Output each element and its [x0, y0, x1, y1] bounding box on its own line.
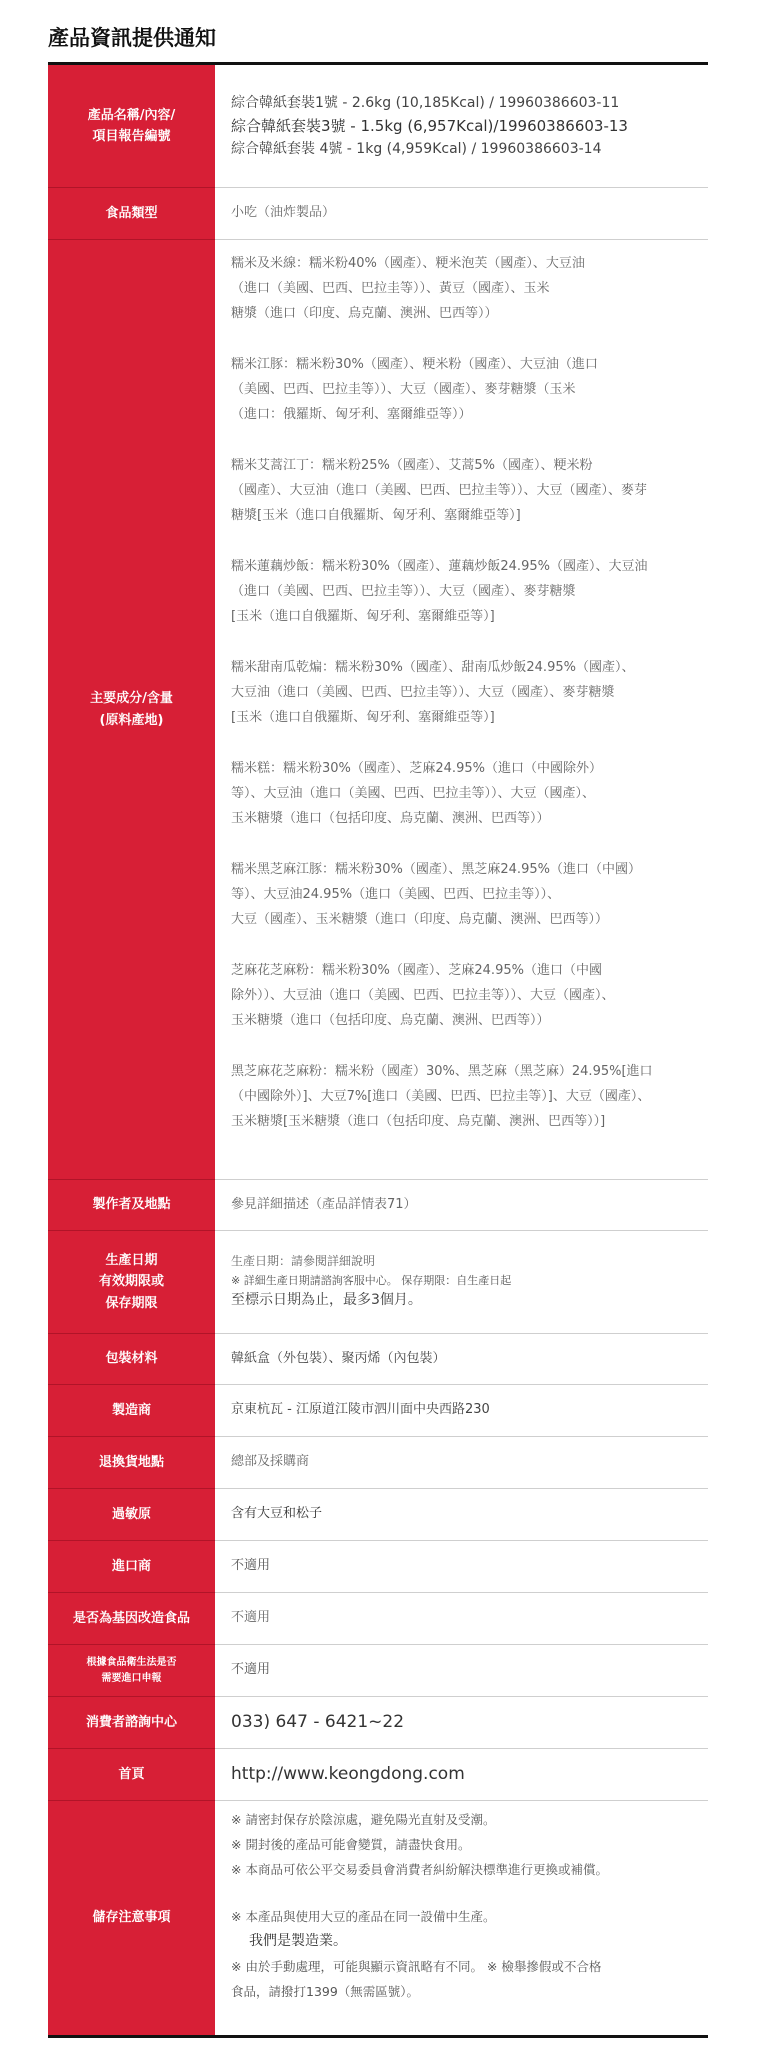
label-consumer-center: 消費者諮詢中心	[48, 1697, 215, 1749]
label-packaging: 包裝材料	[48, 1334, 215, 1385]
value-gmo: 不適用	[215, 1593, 708, 1645]
row-consumer-center	[48, 1697, 708, 1749]
label-gmo: 是否為基因改造食品	[48, 1593, 215, 1645]
label-homepage: 首頁	[48, 1749, 215, 1801]
value-storage: ※ 請密封保存於陰涼處，避免陽光直射及受潮。 ※ 開封後的產品可能會變質，請盡快食用。 ※ 本商品可依公平交易委員會消費者糾紛解決標準進行更換或補償。 ※ 本產品與使用大豆的產品在同一設備中生產。 我們是製造業。 ※ 由於手動處理，可能與顯示資訊略有不同。 ※ 檢舉摻假或不合格 食品，請撥打1399（無需區號）。	[231, 1812, 608, 1999]
row-product-name	[48, 65, 708, 188]
ingredient-paragraph: 糯米黑芝麻江豚：糯米粉30%（國產）、黑芝麻24.95%（進口（中國） 等）、大豆油24.95%（進口（美國、巴西、巴拉圭等））、 大豆（國產）、玉米糖漿（進口（印度、烏克蘭、澳洲、巴西等））	[231, 862, 641, 927]
page-title: 產品資訊提供通知	[48, 26, 216, 50]
product-line: 綜合韓紙套裝3號 - 1.5kg (6,957Kcal)/19960386603-13	[231, 117, 628, 135]
bottom-divider	[48, 2035, 708, 2038]
ingredient-paragraph: 芝麻花芝麻粉：糯米粉30%（國產）、芝麻24.95%（進口（中國 除外））、大豆油（進口（美國、巴西、巴拉圭等））、大豆（國產）、 玉米糖漿（進口（包括印度、烏克蘭、澳洲、巴西等））	[231, 963, 615, 1028]
ingredient-paragraph: 糯米艾蒿江丁：糯米粉25%（國產）、艾蒿5%（國產）、粳米粉 （國產）、大豆油（進口（美國、巴西、巴拉圭等））、大豆（國產）、麥芽 糖漿[玉米（進口自俄羅斯、匈牙利、塞爾維亞等）]	[231, 458, 648, 523]
value-maker: 參見詳細描述（產品詳情表71）	[215, 1180, 708, 1231]
value-packaging: 韓紙盒（外包裝）、聚丙烯（內包裝）	[215, 1334, 708, 1385]
homepage-link[interactable]: http://www.keongdong.com	[231, 1763, 465, 1784]
value-product-name	[215, 65, 708, 188]
product-line: 綜合韓紙套裝 4號 - 1kg (4,959Kcal) / 19960386603-14	[231, 141, 602, 157]
value-consumer-center: 033) 647 - 6421~22	[215, 1697, 708, 1749]
label-maker: 製作者及地點	[48, 1180, 215, 1231]
row-dates	[48, 1231, 708, 1334]
row-food-type	[48, 188, 708, 240]
ingredient-paragraph: 糯米江豚：糯米粉30%（國產）、粳米粉（國產）、大豆油（進口 （美國、巴西、巴拉圭等））、大豆（國產）、麥芽糖漿（玉米 （進口：俄羅斯、匈牙利、塞爾維亞等））	[231, 357, 598, 422]
label-product-name: 產品名稱/內容/ 項目報告編號	[48, 65, 215, 188]
label-import-report: 根據食品衛生法是否 需要進口申報	[48, 1645, 215, 1697]
value-manufacturer: 京東杭瓦 - 江原道江陵市泗川面中央西路230	[215, 1385, 708, 1437]
row-ingredients	[48, 240, 708, 1180]
row-import-report	[48, 1645, 708, 1697]
row-importer	[48, 1541, 708, 1593]
row-storage	[48, 1801, 708, 2035]
value-dates: 生產日期：請參閱詳細說明 ※ 詳細生產日期請諮詢客服中心。 保存期限：自生產日起 至標示日期為止，最多3個月。	[215, 1231, 708, 1334]
row-return	[48, 1437, 708, 1489]
row-gmo	[48, 1593, 708, 1645]
value-import-report: 不適用	[215, 1645, 708, 1697]
label-food-type: 食品類型	[48, 188, 215, 240]
ingredient-paragraph: 糯米甜南瓜乾煸：糯米粉30%（國產）、甜南瓜炒飯24.95%（國產）、 大豆油（進口（美國、巴西、巴拉圭等））、大豆（國產）、麥芽糖漿 [玉米（進口自俄羅斯、匈牙利、塞爾維亞等）]	[231, 660, 635, 725]
row-allergy	[48, 1489, 708, 1541]
ingredient-paragraph: 糯米糕：糯米粉30%（國產）、芝麻24.95%（進口（中國除外） 等）、大豆油（進口（美國、巴西、巴拉圭等））、大豆（國產）、 玉米糖漿（進口（包括印度、烏克蘭、澳洲、巴西等））	[231, 761, 602, 826]
label-importer: 進口商	[48, 1541, 215, 1593]
label-ingredients: 主要成分/含量 (原料產地)	[48, 240, 215, 1180]
label-return: 退換貨地點	[48, 1437, 215, 1489]
row-homepage	[48, 1749, 708, 1801]
label-storage: 儲存注意事項	[48, 1801, 215, 2035]
row-maker	[48, 1180, 708, 1231]
label-dates: 生產日期 有效期限或 保存期限	[48, 1231, 215, 1334]
label-allergy: 過敏原	[48, 1489, 215, 1541]
value-ingredients	[215, 240, 708, 1180]
value-allergy: 含有大豆和松子	[215, 1489, 708, 1541]
value-return: 總部及採購商	[215, 1437, 708, 1489]
ingredient-paragraph: 糯米蓮藕炒飯：糯米粉30%（國產）、蓮藕炒飯24.95%（國產）、大豆油 （進口（美國、巴西、巴拉圭等））、大豆（國產）、麥芽糖漿 [玉米（進口自俄羅斯、匈牙利、塞爾維亞等）]	[231, 559, 648, 624]
ingredient-paragraph: 糯米及米線：糯米粉40%（國產）、粳米泡芙（國產）、大豆油 （進口（美國、巴西、巴拉圭等））、黃豆（國產）、玉米 糖漿（進口（印度、烏克蘭、澳洲、巴西等））	[231, 256, 585, 321]
ingredient-paragraph: 黑芝麻花芝麻粉：糯米粉（國產）30%、黑芝麻（黑芝麻）24.95%[進口 （中國除外）]、大豆7%[進口（美國、巴西、巴拉圭等）]、大豆（國產）、 玉米糖漿[玉米糖漿（進口（包括印度、烏克蘭、澳洲、巴西等））]	[231, 1064, 653, 1129]
row-manufacturer	[48, 1385, 708, 1437]
value-food-type: 小吃（油炸製品）	[215, 188, 708, 240]
label-manufacturer: 製造商	[48, 1385, 215, 1437]
value-homepage	[215, 1749, 708, 1801]
value-importer: 不適用	[215, 1541, 708, 1593]
row-packaging	[48, 1334, 708, 1385]
product-line: 綜合韓紙套裝1號 - 2.6kg (10,185Kcal) / 19960386603-11	[231, 94, 620, 111]
